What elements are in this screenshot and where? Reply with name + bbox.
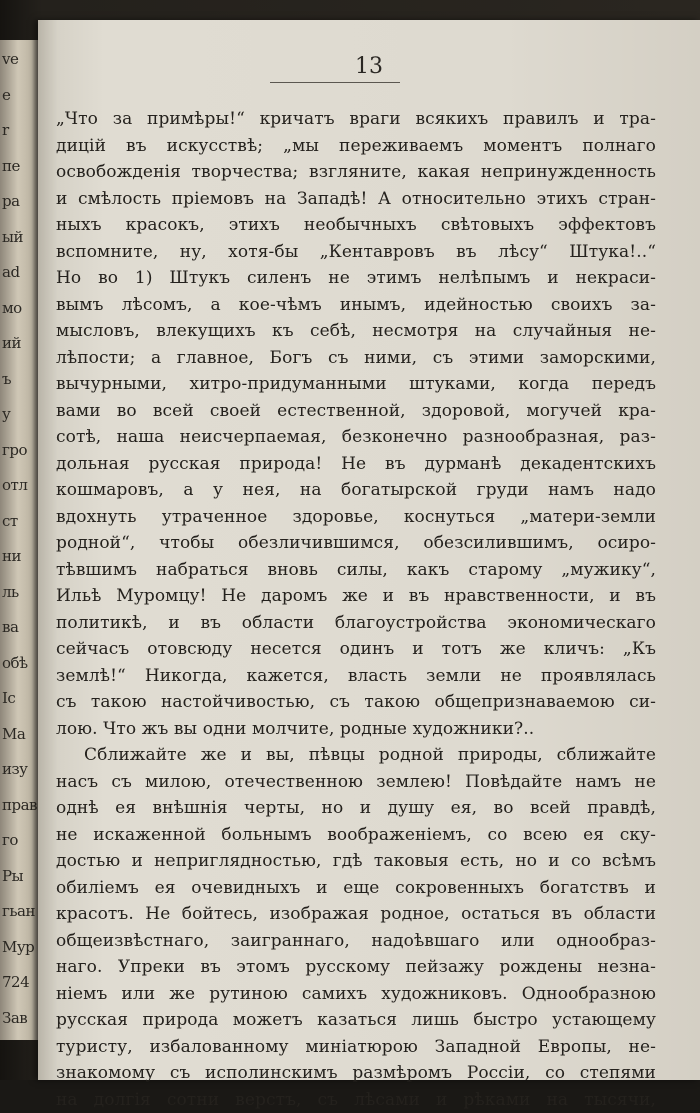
text-line: дольная русская природа! Не въ дурманѣ декадентскихъ: [56, 451, 656, 478]
text-line: освобожденія творчества; взгляните, какая непринужденность: [56, 159, 656, 186]
text-line: вымъ лѣсомъ, а кое-чѣмъ инымъ, идейностью своихъ за-: [56, 292, 656, 319]
previous-page-fragment: у: [2, 405, 10, 423]
text-line: вычурными, хитро-придуманными штуками, когда передъ: [56, 371, 656, 398]
body-text: [56, 106, 656, 1113]
text-line: ныхъ красокъ, этихъ необычныхъ свѣтовыхъ эффектовъ: [56, 212, 656, 239]
text-line: на долгія сотни верстъ, съ лѣсами и рѣками на тысячи,: [56, 1087, 656, 1113]
previous-page-fragment: ль: [2, 583, 19, 601]
text-line: вами во всей своей естественной, здоровой, могучей кра-: [56, 398, 656, 425]
page-number-rule: [270, 82, 400, 83]
text-line: родной“, чтобы обезличившимся, обезсилившимъ, осиро-: [56, 530, 656, 557]
previous-page-fragment: ст: [2, 512, 18, 530]
text-line-paragraph-start: Сближайте же и вы, пѣвцы родной природы, сближайте: [56, 742, 656, 769]
text-line: землѣ!“ Никогда, кажется, власть земли не проявлялась: [56, 663, 656, 690]
previous-page-fragment: e: [2, 86, 10, 104]
previous-page-fragment: Ma: [2, 725, 25, 743]
previous-page-fragment: 724: [2, 973, 29, 991]
previous-page-fragment: го: [2, 831, 18, 849]
text-line-paragraph-end: лою. Что жъ вы одни молчите, родные художники?..: [56, 716, 656, 743]
previous-page-fragment: обѣ: [2, 654, 28, 672]
text-line: знакомому съ исполинскимъ размѣромъ Россіи, со степями: [56, 1060, 656, 1087]
previous-page-fragment: r: [2, 121, 9, 139]
previous-page-fragment: ъ: [2, 370, 11, 388]
text-line: тѣвшимъ набраться вновь силы, какъ старому „мужику“,: [56, 557, 656, 584]
previous-page-fragment: ve: [2, 50, 18, 68]
text-line: насъ съ милою, отечественною землею! Повѣдайте намъ не: [56, 769, 656, 796]
previous-page-fragment: изу: [2, 760, 28, 778]
text-line: однѣ ея внѣшнія черты, но и душу ея, во всей правдѣ,: [56, 795, 656, 822]
previous-page-fragment: Зав: [2, 1009, 27, 1027]
text-line: наго. Упреки въ этомъ русскому пейзажу рождены незна-: [56, 954, 656, 981]
previous-page-fragment: ый: [2, 228, 23, 246]
previous-page-fragment: гро: [2, 441, 27, 459]
text-line: съ такою настойчивостью, съ такою общепризнаваемою си-: [56, 689, 656, 716]
text-line: лѣпости; а главное, Богъ съ ними, съ этими заморскими,: [56, 345, 656, 372]
previous-page-fragment: прав: [2, 796, 37, 814]
text-line: туристу, избалованному миніатюрою Западной Европы, не-: [56, 1034, 656, 1061]
text-line: сейчасъ отовсюду несется одинъ и тотъ же кличъ: „Къ: [56, 636, 656, 663]
previous-page-fragment: ни: [2, 547, 21, 565]
text-line: общеизвѣстнаго, заиграннаго, надоѣвшаго или однообраз-: [56, 928, 656, 955]
text-line: достью и неприглядностью, гдѣ таковыя есть, но и со всѣмъ: [56, 848, 656, 875]
book-page: [38, 20, 700, 1080]
text-line: обиліемъ ея очевидныхъ и еще сокровенныхъ богатствъ и: [56, 875, 656, 902]
previous-page-fragment: отл: [2, 476, 27, 494]
text-line: ніемъ или же рутиною самихъ художниковъ. Однообразною: [56, 981, 656, 1008]
text-line: вдохнуть утраченное здоровье, коснуться „матери-земли: [56, 504, 656, 531]
previous-page-fragment: пе: [2, 157, 20, 175]
text-line: мысловъ, влекущихъ къ себѣ, несмотря на случайныя не-: [56, 318, 656, 345]
previous-page-fragment: Ic: [2, 689, 15, 707]
text-line: сотѣ, наша неисчерпаемая, безконечно разнообразная, раз-: [56, 424, 656, 451]
text-line: кошмаровъ, а у нея, на богатырской груди намъ надо: [56, 477, 656, 504]
text-line: красотъ. Не бойтесь, изображая родное, остаться въ области: [56, 901, 656, 928]
text-line: дицій въ искусствѣ; „мы переживаемъ моментъ полнаго: [56, 133, 656, 160]
text-line: русская природа можетъ казаться лишь быстро устающему: [56, 1007, 656, 1034]
previous-page-fragment: гьан: [2, 902, 35, 920]
previous-page-edge: [0, 40, 40, 1040]
text-line: Ильѣ Муромцу! Не даромъ же и въ нравственности, и въ: [56, 583, 656, 610]
previous-page-fragment: Ры: [2, 867, 23, 885]
previous-page-fragment: ва: [2, 618, 18, 636]
previous-page-fragment: ий: [2, 334, 21, 352]
page-number: 13: [38, 54, 700, 79]
previous-page-fragment: ра: [2, 192, 20, 210]
text-line: „Что за примѣры!“ кричатъ враги всякихъ правилъ и тра-: [56, 106, 656, 133]
previous-page-fragment: мо: [2, 299, 22, 317]
text-line: и смѣлость пріемовъ на Западѣ! А относительно этихъ стран-: [56, 186, 656, 213]
previous-page-fragment: Мур: [2, 938, 34, 956]
text-line: Но во 1) Штукъ силенъ не этимъ нелѣпымъ и некраси-: [56, 265, 656, 292]
text-line: политикѣ, и въ области благоустройства экономическаго: [56, 610, 656, 637]
text-line: не искаженной больнымъ воображеніемъ, со всею ея ску-: [56, 822, 656, 849]
text-line: вспомните, ну, хотя-бы „Кентавровъ въ лѣсу“ Штука!..“: [56, 239, 656, 266]
previous-page-fragment: ad: [2, 263, 20, 281]
